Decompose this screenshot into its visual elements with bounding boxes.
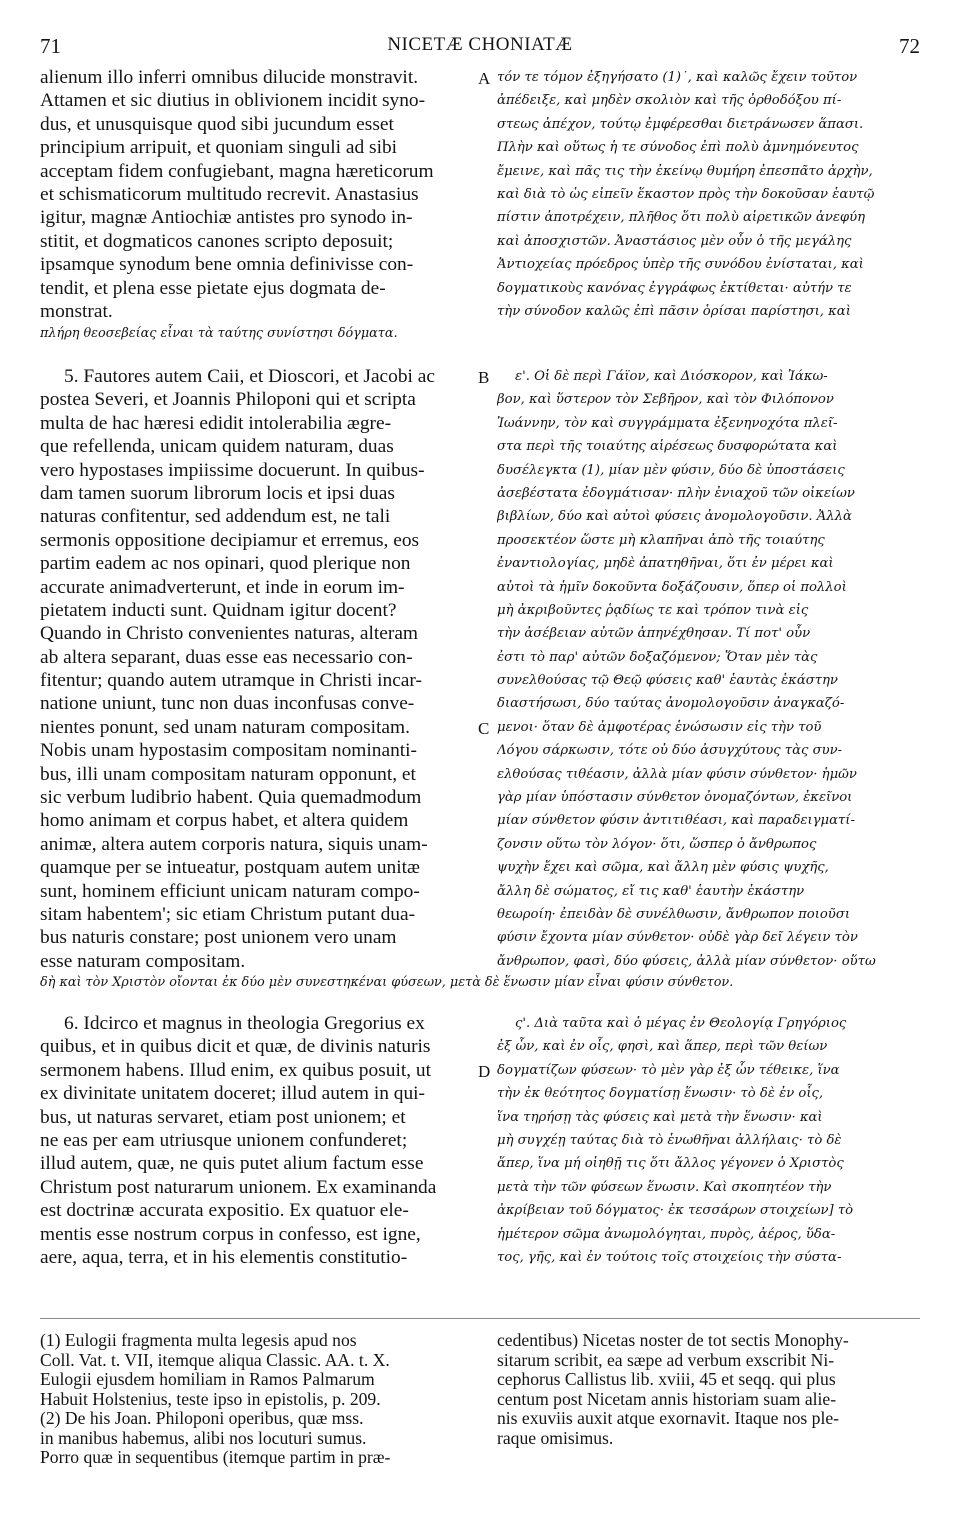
latin-line: stitit, et dogmaticos canones scripto deposuit; <box>40 230 394 252</box>
margin-marker-b: B <box>478 368 490 387</box>
greek-line: ἡμέτερον σῶμα ἀνωμολόγηται, πυρὸς, ἀέρος, ὕδα- <box>497 1226 836 1242</box>
latin-line: igitur, magnæ Antiochiæ antistes pro synodo in- <box>40 207 413 229</box>
margin-marker-d: D <box>478 1062 491 1081</box>
latin-line: multa de hac hæresi edidit intolerabilia ægre- <box>40 412 392 434</box>
footnote-line: centum post Nicetam annis historiam suam alie- <box>497 1389 837 1409</box>
latin-line: sermonem habens. Illud enim, ex quibus posuit, ut <box>40 1059 431 1081</box>
latin-line: Christum post naturarum unionem. Ex examinanda <box>40 1176 437 1198</box>
footnote-line: Habuit Holstenius, teste ipso in epistolis, p. 209. <box>40 1389 381 1409</box>
right-page-number: 72 <box>899 34 920 58</box>
greek-line: ἀσεβέστατα ἐδογμάτισαν· πλὴν ἐνιαχοῦ τῶν οἰκείων <box>497 485 855 501</box>
latin-line: ab altera separant, duas esse eas necessario con- <box>40 646 413 668</box>
greek-line: φύσιν ἔχοντα μίαν σύνθετον· οὐδὲ γὰρ δεῖ λέγειν τὸν <box>497 930 858 946</box>
greek-line: μίαν σύνθετον φύσιν ἀντιτιθέασι, καὶ παραδειγματί- <box>497 813 855 829</box>
greek-line: ἵνα τηρήσῃ τὰς φύσεις καὶ μετὰ τὴν ἕνωσιν· καὶ <box>497 1109 823 1125</box>
latin-column-section-a <box>40 66 472 323</box>
latin-line: 5. Fautores autem Caii, et Dioscori, et Jacobi ac <box>64 366 436 387</box>
running-title: NICETÆ CHONIATÆ <box>387 34 573 55</box>
latin-line: postea Severi, et Joannis Philoponi qui et scripta <box>40 389 416 411</box>
greek-line: ἄνθρωπον, φασὶ, δύο φύσεις, ἀλλὰ μίαν σύνθετον· οὕτω <box>497 953 876 969</box>
footnote-rule <box>40 1318 920 1319</box>
latin-line: Quando in Christo convenientes naturas, alteram <box>40 623 419 645</box>
greek-full-width-line: πλήρη θεοσεβείας εἶναι τὰ ταύτης συνίστησι δόγματα. <box>40 326 398 341</box>
latin-line: vero hypostases impiissime docuerunt. In quibus- <box>40 459 425 481</box>
latin-line: et schismaticorum multitudo recrevit. Anastasius <box>40 183 419 205</box>
latin-line: dus, et unusquisque quod sibi jucundum esset <box>40 113 394 135</box>
greek-column-section-d <box>497 1012 921 1269</box>
greek-line: στα περὶ τῆς τοιαύτης αἱρέσεως δυσφορώτατα καὶ <box>497 439 838 455</box>
greek-line: μὴ ἀκριβοῦντες ῥᾳδίως τε καὶ τρόπον τινὰ εἰς <box>497 602 809 618</box>
latin-line: esse naturam compositam. <box>40 950 246 972</box>
latin-line: bus, illi unam compositam naturam opponunt, et <box>40 763 416 785</box>
greek-line: ψυχὴν ἔχει καὶ σῶμα, καὶ ἄλλη μὲν φύσις ψυχῆς, <box>497 860 829 876</box>
latin-line: pietatem inducti sunt. Quidnam igitur docent? <box>40 599 397 621</box>
latin-line: sunt, hominem efficiunt unicam naturam compo- <box>40 880 420 902</box>
footnote-line: Eulogii ejusdem homiliam in Ramos Palmarum <box>40 1370 375 1389</box>
greek-line: μενοι· ὅταν δὲ ἀμφοτέρας ἑνώσωσιν εἰς τὴν τοῦ <box>497 719 822 735</box>
greek-line: Λόγου σάρκωσιν, τότε οὐ δύο ἀσυγχύτους τὰς συν- <box>497 743 843 759</box>
greek-line: μὴ συγχέῃ ταύτας διὰ τὸ ἑνωθῆναι ἀλλήλαις· τὸ δὲ <box>497 1132 842 1148</box>
greek-line: ἔμεινε, καὶ πᾶς τις τὴν ἐκείνῳ θυμήρη ἐπεσπᾶτο ἀρχὴν, <box>497 163 873 179</box>
greek-line: δογματίζων φύσεων· τὸ μὲν γὰρ ἐξ ὧν τέθεικε, ἵνα <box>497 1062 840 1078</box>
greek-line: βον, καὶ ὕστερον τὸν Σεβῆρον, καὶ τὸν Φιλόπονον <box>497 392 834 408</box>
footnote-line: nis exuviis auxit atque exornavit. Itaque nos ple- <box>497 1409 840 1428</box>
latin-line: aere, aqua, terra, et in his elementis constitutio- <box>40 1246 408 1268</box>
footnote-line: in manibus habemus, alibi nos locuturi sumus. <box>40 1428 367 1448</box>
greek-line: συνελθούσας τῷ Θεῷ φύσεις καθ' ἑαυτὰς ἑκάστην <box>497 673 838 689</box>
latin-line: fitentur; quando autem utramque in Christi incar- <box>40 670 422 692</box>
latin-line: illud autem, quæ, ne quis putet alium factum esse <box>40 1153 424 1175</box>
latin-line: bus naturis constare; post unionem vero unam <box>40 927 397 949</box>
latin-column-section-d <box>40 1012 472 1269</box>
latin-line: homo animam et corpus habet, et altera quidem <box>40 810 409 832</box>
greek-line: τὴν ἀσέβειαν αὐτῶν ἀπηνέχθησαν. Τί ποτ' οὖν <box>497 626 811 642</box>
greek-line: Ἰωάννην, τὸν καὶ συγγράμματα ἐξενηνοχότα πλεῖ- <box>497 415 838 431</box>
footnote-line: sitarum scribit, ea sæpe ad verbum exscribit Ni- <box>497 1350 835 1370</box>
greek-line: ἐστι τὸ παρ' αὐτῶν δοξαζόμενον; Ὅταν μὲν τὰς <box>497 649 818 665</box>
greek-line: προσεκτέον ὥστε μὴ κλαπῆναι ἀπὸ τῆς τοιαύτης <box>497 532 825 548</box>
greek-line: δογματικοὺς κανόνας ἐγγράφως ἐκτίθεται· αὐτήν τε <box>497 280 852 296</box>
latin-line: sermonis oppositione decipiamur et erremus, eos <box>40 529 420 551</box>
latin-line: nientes ponunt, sed unam naturam compositam. <box>40 716 410 738</box>
greek-line: ἐξ ὧν, καὶ ἐν οἷς, φησὶ, καὶ ἅπερ, περὶ τῶν θείων <box>497 1039 828 1055</box>
greek-full-width-line: δὴ καὶ τὸν Χριστὸν οἴονται ἐκ δύο μὲν συνεστηκέναι φύσεων, μετὰ δὲ ἕνωσιν μίαν εἶναι φύσιν σύνθετον. <box>40 975 734 990</box>
footnote-line: cephorus Callistus lib. xviii, 45 et seqq. qui plus <box>497 1370 836 1389</box>
greek-line: τὴν σύνοδον καλῶς ἐπὶ πᾶσιν ὁρίσαι παρίστησι, καὶ <box>497 303 851 319</box>
greek-line: καὶ διὰ τὸ ὡς εἰπεῖν ἕκαστον πρὸς τὴν δοκοῦσαν ἑαυτῷ <box>497 186 875 202</box>
greek-line: αὐτοὶ τὰ ἡμῖν δοκοῦντα δοξάζουσιν, ὅπερ οἱ πολλοὶ <box>497 579 847 595</box>
footnotes-right <box>497 1331 921 1448</box>
latin-line: partim eadem ac nos opinari, quod plerique non <box>40 553 411 575</box>
greek-line: ζονσιν οὕτω τὸν λόγον· ὅτι, ὥσπερ ὁ ἄνθρωπος <box>497 836 817 852</box>
left-page-number: 71 <box>40 34 61 58</box>
latin-line: ipsamque synodum bene omnia definivisse con- <box>40 254 414 276</box>
latin-line: ne eas per eam utriusque unionem confunderet; <box>40 1129 408 1151</box>
latin-line: Attamen et sic diutius in oblivionem incidit syno- <box>40 90 426 112</box>
greek-line: ἐναντιολογίας, μηδὲ ἀπατηθῆναι, ὅτι ἐν μέρει καὶ <box>497 556 834 572</box>
latin-line: bus, ut naturas servaret, etiam post unionem; et <box>40 1106 406 1128</box>
latin-line: principium arripuit, et quoniam singuli ad sibi <box>40 137 398 159</box>
running-header <box>40 34 920 64</box>
greek-line: γὰρ μίαν ὑπόστασιν σύνθετον ὀνομαζόντων, ἐκεῖνοι <box>497 790 853 806</box>
greek-line: τόν τε τόμον ἐξηγήσατο (1)˙, καὶ καλῶς ἔχειν τοῦτον <box>497 70 858 85</box>
latin-line: dam tamen suorum librorum locis et ipsi duas <box>40 482 395 504</box>
greek-line: Ἀντιοχείας πρόεδρος ὑπὲρ τῆς συνόδου ἐνίσταται, καὶ <box>497 257 864 273</box>
footnotes-left <box>40 1331 480 1468</box>
greek-line: θεωροίη· ἐπειδὰν δὲ συνέλθωσιν, ἄνθρωπον ποιοῦσι <box>497 906 850 922</box>
greek-line: στεως ἀπέχον, τούτῳ ἐμφέρεσθαι διετράνωσεν ἅπασι. <box>497 116 864 132</box>
latin-line: animæ, altera autem corporis natura, siquis unam- <box>40 833 428 855</box>
footnote-line: (2) De his Joan. Philoponi operibus, quæ mss. <box>40 1409 364 1428</box>
footnote-line: cedentibus) Nicetas noster de tot sectis Monophy- <box>497 1331 849 1350</box>
greek-line: ἄλλη δὲ σώματος, εἴ τις καθ' ἑαυτὴν ἑκάστην <box>497 883 805 899</box>
greek-line: τος, γῆς, καὶ ἐν τούτοις τοῖς στοιχείοις τὴν σύστα- <box>497 1249 842 1265</box>
greek-line: μετὰ τὴν τῶν φύσεων ἕνωσιν. Καὶ σκοπητέον τὴν <box>497 1179 832 1195</box>
footnote-line: Coll. Vat. t. VII, itemque aliqua Classic. AA. t. X. <box>40 1350 390 1370</box>
latin-line: est doctrinæ accurata expositio. Ex quatuor ele- <box>40 1200 409 1222</box>
latin-line: quamque per se intueatur, postquam autem unitæ <box>40 857 420 879</box>
greek-line: πίστιν ἀποτρέχειν, πλῆθος ὅτι πολὺ αἱρετικῶν ἀνεφύη <box>497 210 866 226</box>
latin-line: natione uniunt, tunc non duas inconfusas conve- <box>40 693 415 715</box>
greek-line: βιβλίων, δύο καὶ αὐτοὶ φύσεις ἀνομολογοῦσιν. Ἀλλὰ <box>497 509 852 525</box>
greek-line: ελθούσας τιθέασιν, ἀλλὰ μίαν φύσιν σύνθετον· ἡμῶν <box>497 766 857 782</box>
greek-line: ἀπέδειξε, καὶ μηδὲν σκολιὸν καὶ τῆς ὀρθοδόξου πί- <box>497 93 842 109</box>
greek-line: ς'. Διὰ ταῦτα καὶ ὁ μέγας ἐν Θεολογίᾳ Γρηγόριος <box>515 1016 847 1031</box>
latin-line: 6. Idcirco et magnus in theologia Gregorius ex <box>64 1013 425 1034</box>
latin-line: Nobis unam hypostasim compositam nominanti- <box>40 740 418 762</box>
footnote-line: raque omisimus. <box>497 1428 614 1448</box>
latin-line: tendit, et plena esse pietate ejus dogmata de- <box>40 277 386 299</box>
greek-line: καὶ ἀποσχιστῶν. Ἀναστάσιος μὲν οὖν ὁ τῆς μεγάλης <box>497 233 852 249</box>
footnote-line: (1) Eulogii fragmenta multa legesis apud nos <box>40 1331 357 1350</box>
latin-line: sic verbum ludibrio habent. Quia quemadmodum <box>40 787 422 809</box>
greek-line: ε'. Οἱ δὲ περὶ Γάϊον, καὶ Διόσκορον, καὶ Ἰάκω- <box>515 369 828 384</box>
margin-marker-c: C <box>478 719 490 738</box>
latin-line: sitam habentem'; sic etiam Christum putant dua- <box>40 903 416 925</box>
latin-line: ex divinitate unitatem doceret; illud autem in qui- <box>40 1083 426 1105</box>
latin-line: alienum illo inferri omnibus dilucide monstravit. <box>40 67 419 88</box>
greek-line: ἀκρίβειαν τοῦ δόγματος· ἐκ τεσσάρων στοιχείων] τὸ <box>497 1203 854 1219</box>
latin-line: naturas confitentur, sed addendum est, ne tali <box>40 506 391 528</box>
latin-line: que refellenda, unicam quidem naturam, duas <box>40 436 394 458</box>
greek-line: Πλὴν καὶ οὕτως ἡ τε σύνοδος ἐπὶ πολὺ ἀμνημόνευτος <box>497 140 859 156</box>
greek-line: διαστήσωσι, δύο ταύτας ἀνομολογοῦσιν ἀναγκαζό- <box>497 696 845 712</box>
latin-line: quibus, et in quibus dicit et quæ, de divinis naturis <box>40 1036 431 1058</box>
latin-line: mentis esse nostrum corpus in confesso, est igne, <box>40 1223 421 1245</box>
footnote-line: Porro quæ in sequentibus (itemque partim in præ- <box>40 1448 391 1467</box>
greek-column-section-b <box>497 365 921 973</box>
greek-line: δυσέλεγκτα (1), μίαν μὲν φύσιν, δύο δὲ ὑποστάσεις <box>497 462 845 478</box>
greek-column-section-a <box>497 66 921 323</box>
greek-line: ἅπερ, ἵνα μή οἰηθῇ τις ὅτι ἄλλος γέγονεν ὁ Χριστὸς <box>497 1156 844 1172</box>
greek-line: τὴν ἐκ θεότητος δογματίσῃ ἕνωσιν· τὸ δὲ ἐν οἷς, <box>497 1086 824 1102</box>
latin-line: monstrat. <box>40 300 113 322</box>
latin-line: accurate animadverterunt, et inde in eorum im- <box>40 576 405 598</box>
margin-marker-a: A <box>478 69 491 88</box>
latin-column-section-b <box>40 365 472 973</box>
latin-line: acceptam fidem confugiebant, magna hæreticorum <box>40 160 434 182</box>
